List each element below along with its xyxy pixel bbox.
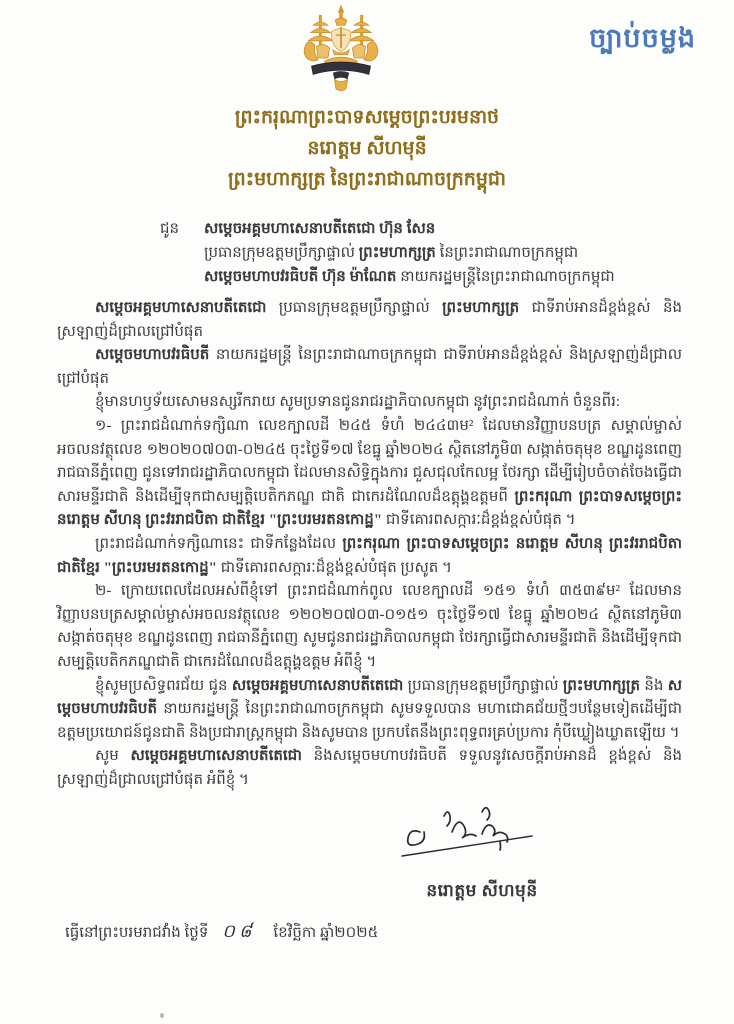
scan-artifact-dot	[160, 1013, 164, 1018]
text-segment: និង	[640, 677, 668, 694]
text-segment: ជាទីគោរពសក្ការៈដ៏ខ្ពង់ខ្ពស់បំផុត ប្រសូត ។	[217, 559, 452, 576]
bold-text-segment: សម្តេចអគ្គមហាសេនាបតីតេជោ	[95, 300, 267, 316]
text-segment: នាយករដ្ឋមន្ត្រីនៃព្រះរាជាណាចក្រកម្ពុជា	[396, 269, 615, 285]
text-segment: នាយករដ្ឋមន្ត្រី នៃព្រះរាជាណាចក្រកម្ពុជា សូមទទួលបាន មហាជោគជ័យថ្មីៗបន្ថែមទៀតដើម្បីជាឧត្តមប្រយោជន៍ជូនជាតិ និងប្រជារាស្ត្រកម្ពុជា និងសូមបាន ប្រកបតែនឹងព្រះពុទ្ធពរគ្រប់ប្រការ កុំបីឃ្លៀងឃ្លាតឡើយ ។	[57, 701, 682, 741]
salutation-to-label: ជូន	[160, 221, 180, 237]
paragraph	[57, 391, 682, 415]
bold-text-segment: សម្តេចអគ្គមហាសេនាបតីតេជោ	[204, 221, 380, 237]
date-suffix: ខែវិច្ឆិកា ឆ្នាំ២០២៥	[273, 925, 379, 942]
text-segment: ១- ព្រះរាជដំណាក់ទក្សិណា លេខក្បាលដី ២៤៥ ទំហំ ២៤៤៣ម² ដែលមានវិញ្ញាបនបត្រ សម្គាល់ម្ចាស់អចលនវត្ថុលេខ ១២០២០៧០៣-០២៤៥ ចុះថ្ងៃទី១៧ ខែធ្នូ ឆ្នាំ២០២៤ ស្ថិតនៅភូមិ៣ សង្កាត់ចតុមុខ ខណ្ឌដូនពេញ រាជធានីភ្នំពេញ ជូនទៅរាជរដ្ឋាភិបាលកម្ពុជា ដែលមានសិទ្ធិក្នុងការ ជួសជុលកែលម្អ ថែរក្សា ដើម្បីរៀបចំចាត់ចែងធ្វើជាសារមន្ទីរជាតិ និងដើម្បីទុកជាសម្បត្តិបេតិកភណ្ឌ ជាតិ ជាកេរដំណែលដ៏ឧត្តុង្គឧត្តមពី	[57, 417, 682, 505]
bold-text-segment: សម្តេចអគ្គមហាសេនាបតីតេជោ	[130, 748, 302, 765]
text-segment: សូម	[95, 748, 131, 765]
recipient-line	[204, 265, 615, 289]
letter-body	[0, 217, 734, 946]
paragraph	[57, 344, 682, 391]
text-segment: ខ្ញុំសូមប្រសិទ្ធពរជ័យ ជូន	[95, 677, 232, 694]
bold-text-segment: ហ៊ុន សែន	[379, 221, 436, 237]
bold-text-segment: ព្រះមហាក្សត្រ	[358, 245, 436, 261]
text-segment: នៃព្រះរាជាណាចក្រកម្ពុជា	[435, 245, 579, 261]
bold-text-segment: ព្រះមហាក្សត្រ	[562, 677, 641, 694]
royal-title-line-1: ព្រះករុណាព្រះបាទសម្តេចព្រះបរមនាថ	[234, 107, 500, 128]
bold-text-segment: សម្តេចអគ្គមហាសេនាបតីតេជោ	[231, 677, 404, 694]
bold-text-segment: ព្រះមហាក្សត្រ	[442, 300, 520, 316]
copy-stamp-text: ច្បាប់ចម្លង	[589, 23, 696, 53]
text-segment: ព្រះរាជដំណាក់ទក្សិណានេះ ជាទីកន្លែងដែល	[95, 535, 343, 552]
date-line	[65, 919, 682, 946]
date-prefix: ធ្វើនៅព្រះបរមរាជវាំង ថ្ងៃទី	[65, 925, 209, 942]
text-segment: ប្រធានក្រុមឧត្តមប្រឹក្សាផ្ទាល់	[266, 300, 443, 316]
recipient-lines	[204, 217, 615, 289]
royal-title-line-3: ព្រះមហាក្សត្រ នៃព្រះរាជាណាចក្រកម្ពុជា	[228, 169, 506, 190]
text-segment: នាយករដ្ឋមន្ត្រី នៃព្រះរាជាណាចក្រកម្ពុជា ជាទីរាប់អានដ៏ខ្ពង់ខ្ពស់ និងស្រឡាញ់ដ៏ជ្រាលជ្រៅបំផុត	[57, 347, 682, 387]
paragraph	[57, 580, 682, 674]
paragraph	[57, 745, 682, 792]
text-segment: ជាទីរាប់អានដ៏ខ្ពង់ខ្ពស់ និងស្រឡាញ់ដ៏ជ្រាលជ្រៅបំផុត	[57, 300, 682, 340]
paragraph	[57, 533, 682, 580]
paragraph	[57, 675, 682, 746]
recipient-line	[204, 241, 615, 265]
letterhead	[0, 0, 734, 96]
royal-arms-svg	[300, 4, 382, 94]
handwritten-day: ០៨	[222, 921, 256, 943]
text-segment: ជាទីគោរពសក្ការៈដ៏ខ្ពង់ខ្ពស់បំផុត ។	[382, 512, 576, 529]
royal-arms-emblem-icon	[300, 4, 382, 94]
bold-text-segment: ព្រះករុណា ព្រះបាទសម្តេចព្រះ នរោត្តម សីហនុ ព្រះវររាជបិតាជាតិខ្មែរ "ព្រះបរមរតនកោដ្ឋ"	[57, 535, 683, 576]
signatory-name: នរោត្តម សីហមុនី	[426, 881, 538, 901]
paragraph	[57, 297, 682, 344]
royal-title-line-2: នរោត្តម សីហមុនី	[307, 138, 427, 159]
bold-text-segment: ហ៊ុន ម៉ាណែត	[322, 269, 397, 285]
text-segment: ២- ក្រោយពេលដែលអស់ពីខ្ញុំទៅ ព្រះរាជដំណាក់ពូល លេខក្បាលដី ១៥១ ទំហំ ៣៥៣៩ម² ដែលមានវិញ្ញាបនបត្រសម្គាល់ម្ចាស់អចលនវត្ថុលេខ ១២០២០៧០៣-០១៥១ ចុះថ្ងៃទី១៧ ខែធ្នូ ឆ្នាំ២០២៤ ស្ថិតនៅភូមិ៣ សង្កាត់ចតុមុខ ខណ្ឌដូនពេញ រាជធានីភ្នំពេញ សូមជូនរាជរដ្ឋាភិបាលកម្ពុជា ថែរក្សាធ្វើជាសារមន្ទីរជាតិ និងដើម្បីទុកជាសម្បត្តិបេតិកភណ្ឌជាតិ ជាកេរដំណែលដ៏ឧត្តុង្គឧត្តម អំពីខ្ញុំ ។	[57, 583, 682, 670]
text-segment: ប្រធានក្រុមឧត្តមប្រឹក្សាផ្ទាល់	[204, 245, 359, 261]
recipient-line	[204, 217, 615, 241]
text-segment: ប្រធានក្រុមឧត្តមប្រឹក្សាផ្ទាល់	[403, 677, 563, 694]
handwritten-signature-icon	[382, 798, 582, 870]
paragraph	[57, 415, 682, 533]
bold-text-segment: សម្តេចមហាបវរធិបតី	[204, 269, 323, 285]
royal-title-header	[0, 102, 734, 195]
bold-text-segment: សម្តេចមហាបវរធិបតី	[57, 677, 683, 718]
signature-block	[342, 798, 622, 905]
bold-text-segment: ព្រះករុណា ព្រះបាទសម្តេចព្រះនរោត្តម សីហនុ ព្រះវររាជបិតា ជាតិខ្មែរ "ព្រះបរមរតនកោដ្ឋ"	[57, 488, 682, 529]
body-paragraphs	[57, 297, 682, 792]
bold-text-segment: សម្តេចមហាបវរធិបតី	[95, 347, 210, 364]
text-segment: ខ្ញុំមានហឫទ័យសោមនស្សរីករាយ សូមប្រទានជូនរាជរដ្ឋាភិបាលកម្ពុជា នូវព្រះរាជដំណាក់ ចំនួនពីរ:	[95, 394, 621, 411]
salutation-block	[57, 217, 682, 289]
text-segment: និងសម្តេចមហាបវរធិបតី ទទួលនូវសេចក្តីរាប់អានដ៏ ខ្ពង់ខ្ពស់ និងស្រឡាញ់ដ៏ជ្រាលជ្រៅបំផុត អំពីខ្ញុំ ។	[57, 748, 682, 788]
